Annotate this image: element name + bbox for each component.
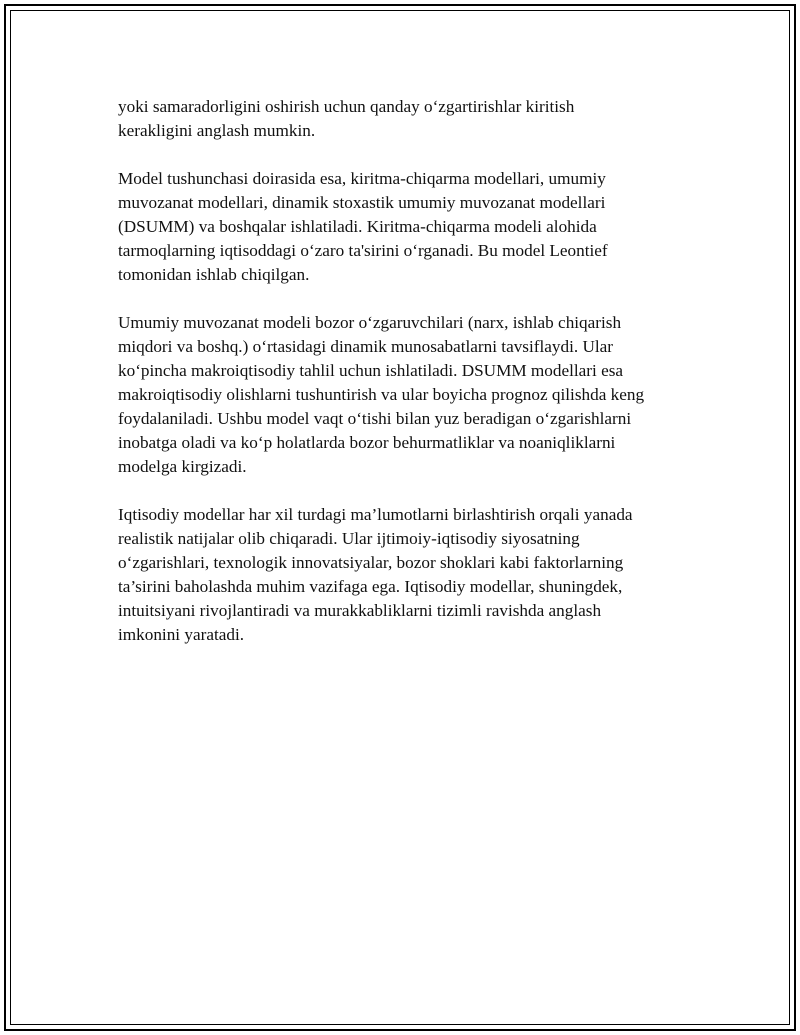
text-line: modelga kirgizadi.: [118, 457, 247, 476]
text-line: Model tushunchasi doirasida esa, kiritma-chiqarma modellari, umumiy: [118, 169, 606, 188]
text-line: tomonidan ishlab chiqilgan.: [118, 265, 310, 284]
text-line: Iqtisodiy modellar har xil turdagi ma’lumotlarni birlashtirish orqali yanada: [118, 505, 633, 524]
text-line: miqdori va boshq.) o‘rtasidagi dinamik munosabatlarni tavsiflaydi. Ular: [118, 337, 613, 356]
text-line: yoki samaradorligini oshirish uchun qanday o‘zgartirishlar kiritish: [118, 97, 575, 116]
text-line: intuitsiyani rivojlantiradi va murakkabliklarni tizimli ravishda anglash: [118, 601, 602, 620]
text-line: (DSUMM) va boshqalar ishlatiladi. Kiritma-chiqarma modeli alohida: [118, 217, 597, 236]
text-line: imkonini yaratadi.: [118, 625, 245, 644]
text-line: inobatga oladi va ko‘p holatlarda bozor behurmatliklar va noaniqliklarni: [118, 433, 616, 452]
text-line: kerakligini anglash mumkin.: [118, 121, 316, 140]
text-line: Umumiy muvozanat modeli bozor o‘zgaruvchilari (narx, ishlab chiqarish: [118, 313, 622, 332]
text-line: o‘zgarishlari, texnologik innovatsiyalar, bozor shoklari kabi faktorlarning: [118, 553, 624, 572]
paragraph-4: [118, 503, 698, 647]
text-line: tarmoqlarning iqtisoddagi o‘zaro ta'sirini o‘rganadi. Bu model Leontief: [118, 241, 608, 260]
paragraph-2: [118, 167, 698, 287]
document-body: [118, 95, 698, 671]
text-line: foydalaniladi. Ushbu model vaqt o‘tishi bilan yuz beradigan o‘zgarishlarni: [118, 409, 632, 428]
text-line: makroiqtisodiy olishlarni tushuntirish va ular boyicha prognoz qilishda keng: [118, 385, 645, 404]
text-line: ko‘pincha makroiqtisodiy tahlil uchun ishlatiladi. DSUMM modellari esa: [118, 361, 624, 380]
paragraph-1: [118, 95, 698, 143]
text-line: realistik natijalar olib chiqaradi. Ular ijtimoiy-iqtisodiy siyosatning: [118, 529, 580, 548]
text-line: ta’sirini baholashda muhim vazifaga ega. Iqtisodiy modellar, shuningdek,: [118, 577, 623, 596]
paragraph-3: [118, 311, 698, 479]
text-line: muvozanat modellari, dinamik stoxastik umumiy muvozanat modellari: [118, 193, 606, 212]
